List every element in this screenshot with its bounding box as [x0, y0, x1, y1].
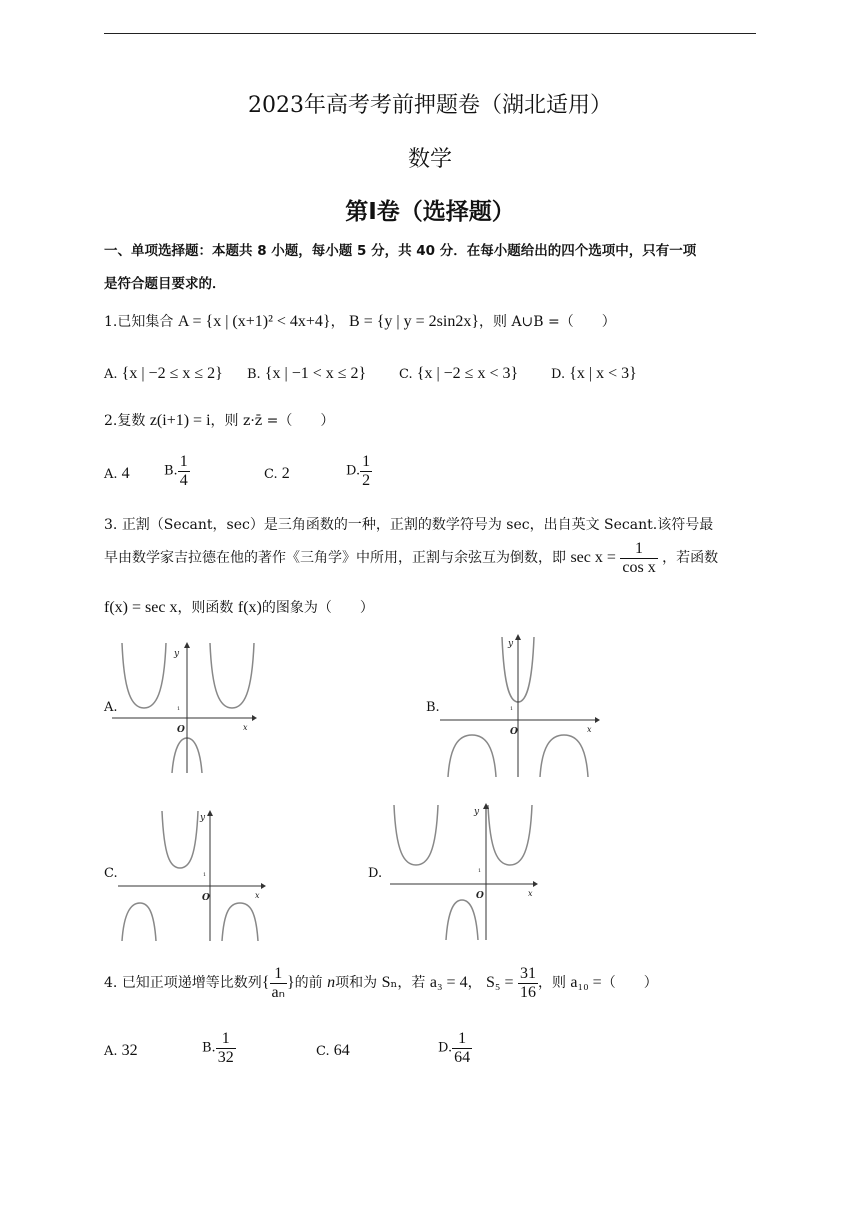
- q4-option-b[interactable]: B. $\frac{1}{32}$: [202, 1030, 234, 1066]
- svg-text:x: x: [255, 891, 260, 900]
- q3-option-c-label: C.: [104, 866, 118, 881]
- question-3-line2: 早由数学家吉拉德在他的著作《三角学》中所用，正割与余弦互为倒数，即 sec x = $\frac{1}{\text{cos x}}$ ，若函数: [104, 540, 719, 576]
- q3-option-a-graph[interactable]: [112, 638, 257, 773]
- svg-text:1: 1: [203, 872, 207, 878]
- q1-option-d[interactable]: D. {x | x < 3}: [551, 365, 637, 382]
- q2-option-d[interactable]: D. $\frac{1}{2}$: [346, 453, 371, 489]
- svg-text:y: y: [174, 649, 180, 659]
- q3-option-d-label: D.: [368, 866, 383, 881]
- q2-option-a[interactable]: A. 4: [104, 465, 130, 482]
- header-rule: [104, 33, 756, 34]
- q3-option-c-graph[interactable]: [118, 806, 268, 941]
- q4-option-c[interactable]: C. 64: [316, 1042, 350, 1059]
- q1-set-b: B = {y | y = 2sin2x}: [349, 313, 479, 330]
- svg-text:x: x: [587, 725, 592, 734]
- q1-set-a: A = {x | (x+1)² < 4x+4}: [177, 313, 331, 330]
- q3-option-b-label: B.: [426, 700, 440, 715]
- exam-title: 2023年高考考前押题卷（湖北适用）: [248, 93, 612, 118]
- q2-equation: z(i+1) = i: [149, 412, 211, 429]
- q1-option-c[interactable]: C. {x | −2 ≤ x < 3}: [399, 365, 519, 382]
- svg-text:O: O: [177, 725, 185, 735]
- svg-text:x: x: [528, 889, 533, 898]
- svg-text:y: y: [474, 807, 480, 817]
- svg-text:1: 1: [478, 868, 482, 874]
- q1-option-a[interactable]: A. {x | −2 ≤ x ≤ 2}: [104, 365, 223, 382]
- q2-option-c[interactable]: C. 2: [264, 465, 290, 482]
- question-3-line1: 3. 正割（Secant，sec）是三角函数的一种，正割的数学符号为 sec，出自英文 Secant.该符号最: [104, 517, 714, 533]
- q4-option-a[interactable]: A. 32: [104, 1042, 138, 1059]
- q2-option-b[interactable]: B. $\frac{1}{4}$: [164, 453, 188, 489]
- svg-text:1: 1: [177, 706, 181, 712]
- question-1: 1.已知集合 A = {x | (x+1)² < 4x+4}， B = {y | y = 2sin2x}，则 A∪B =（ ）: [104, 313, 616, 330]
- section-title: 第Ⅰ卷（选择题）: [345, 199, 515, 225]
- svg-text:y: y: [508, 639, 514, 649]
- q3-option-a-label: A.: [104, 700, 118, 715]
- instructions-line1: 一、单项选择题：本题共 8 小题，每小题 5 分，共 40 分．在每小题给出的四个选项中，只有一项: [104, 243, 697, 259]
- svg-text:x: x: [243, 723, 248, 732]
- svg-text:O: O: [202, 893, 210, 903]
- question-2: 2.复数 z(i+1) = i，则 z·z̄ =（ ）: [104, 412, 335, 429]
- question-4: 4. 已知正项递增等比数列{ $\frac{1}{\text{aₙ}}$ }的前 n项和为 Sₙ，若 a₃ = 4， S₅ = $\frac{31}{16}$ ，则 a₁₀ =（ ）: [104, 965, 658, 1001]
- instructions-line2: 是符合题目要求的．: [104, 276, 226, 292]
- q1-option-b[interactable]: B. {x | −1 < x ≤ 2}: [247, 365, 367, 382]
- subject-title: 数学: [407, 147, 452, 172]
- q3-option-b-graph[interactable]: [440, 632, 600, 777]
- q3-option-d-graph[interactable]: [390, 800, 540, 940]
- svg-text:O: O: [476, 891, 484, 901]
- svg-text:O: O: [510, 727, 518, 737]
- question-3-line3: f(x) = sec x，则函数 f(x)的图象为（ ）: [104, 599, 374, 616]
- svg-text:1: 1: [510, 706, 514, 712]
- svg-text:y: y: [200, 813, 206, 823]
- q4-option-d[interactable]: D. $\frac{1}{64}$: [438, 1030, 471, 1066]
